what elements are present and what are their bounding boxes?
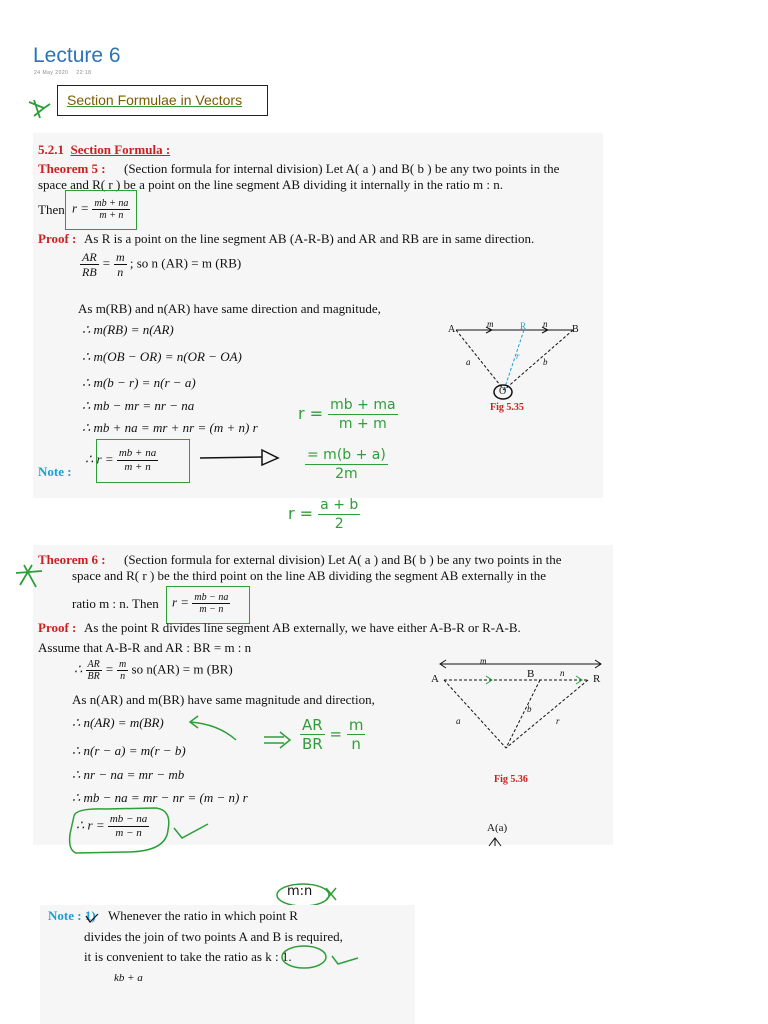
hw-eq3-num: a + b xyxy=(320,497,359,513)
subsection-heading xyxy=(38,142,170,158)
date-text: 24 May 2020 xyxy=(34,70,69,76)
proof6-line1: As the point R divides line segment AB externally, we have either A-B-R or R-A-B. xyxy=(84,620,521,635)
proof5-step-5: ∴ mb + na = mr + nr = (m + n) r xyxy=(82,420,258,435)
fig535-label-m: m xyxy=(487,319,494,329)
fig536-point-r: R xyxy=(593,673,601,685)
formula-denominator: m + n xyxy=(99,210,124,221)
checkmark-icon xyxy=(172,822,212,842)
fig535-point-b: B xyxy=(572,324,579,335)
subsection-number: 5.2.1 xyxy=(38,142,64,157)
handwritten-eq3 xyxy=(288,496,360,533)
note-label: Note : xyxy=(38,464,72,479)
checkmark-icon-2 xyxy=(330,952,360,968)
proof5-result xyxy=(85,447,158,474)
note2-line2: divides the join of two points A and B is required, xyxy=(84,929,343,944)
time-text: 22:18 xyxy=(76,70,92,76)
fig536-vec-a: a xyxy=(456,716,461,726)
fig536-caption: Fig 5.36 xyxy=(494,774,528,785)
note2-label: Note : 1) xyxy=(48,908,96,923)
ratio-num-left: AR xyxy=(82,250,97,264)
ratio-den-right: n xyxy=(117,265,124,279)
fig535-caption: Fig 5.35 xyxy=(490,402,524,413)
caret-mark-icon xyxy=(487,836,507,848)
handwritten-eq1 xyxy=(298,396,398,433)
figure-5-36-diagram xyxy=(436,656,616,756)
subsection-title: Section Formula : xyxy=(70,142,171,157)
fig535-point-o: O xyxy=(499,386,507,397)
fig535-vec-b: b xyxy=(543,357,548,367)
fig536-point-a: A xyxy=(431,673,439,685)
proof5-as-line: As m(RB) and n(AR) have same direction and magnitude, xyxy=(78,301,381,316)
hw-ratio-rhs-den: n xyxy=(351,735,361,753)
formula-lhs: r = xyxy=(72,200,90,216)
result-prefix: ∴ r = xyxy=(76,817,105,833)
proof6-as-line: As n(AR) and m(BR) have same magnitude and direction, xyxy=(72,692,375,707)
result-denominator: m + n xyxy=(124,461,151,473)
theorem5-formula xyxy=(72,198,130,221)
theorem6-line3: ratio m : n. Then xyxy=(72,596,159,611)
formula-numerator: mb + na xyxy=(94,198,129,209)
underline-circle-mark xyxy=(280,944,332,970)
proof5-line1: As R is a point on the line segment AB (A-R-B) and AR and RB are in same direction. xyxy=(84,231,535,246)
ratio-num-left: AR xyxy=(87,659,100,670)
ratio-den-left: RB xyxy=(82,265,97,279)
fig535-vec-r: r xyxy=(516,351,520,361)
proof6-step-3: ∴ nr − na = mr − mb xyxy=(72,767,185,782)
theorem6-formula xyxy=(172,592,230,615)
hw-eq3-lhs: r = xyxy=(288,504,314,523)
hw-ratio-rhs-num: m xyxy=(348,716,364,734)
implies-arrow-icon xyxy=(262,731,294,751)
hw-eq3-den: 2 xyxy=(334,516,344,532)
hw-eq1-num: mb + ma xyxy=(330,397,396,413)
note2-line3: it is convenient to take the ratio as k : 1. xyxy=(84,949,292,964)
hw-eq2-den: 2m xyxy=(335,466,358,482)
theorem5-line2: space and R( r ) be a point on the line segment AB dividing it internally in the ratio m : n. xyxy=(38,177,504,192)
formula-numerator: mb − na xyxy=(194,592,229,603)
fig536-bottom-label: A(a) xyxy=(487,822,508,834)
handwritten-eq2 xyxy=(305,446,388,483)
hw-eq1-lhs: r = xyxy=(298,404,324,423)
page-title: Lecture 6 xyxy=(33,44,121,67)
fig535-point-a: A xyxy=(448,324,456,335)
star-pen-mark-icon xyxy=(26,94,56,124)
proof5-label: Proof : xyxy=(38,231,77,246)
handwritten-circled-ratio: m:n xyxy=(287,884,313,899)
fig535-label-n: n xyxy=(543,319,548,329)
fig536-label-m: m xyxy=(480,656,487,666)
result-prefix: ∴ r = xyxy=(85,451,114,467)
arrow-icon xyxy=(200,448,290,468)
proof5-ratio: $\frac{AR}{RB}$ = $\frac{m}{n}$ ; so n (AR) = m (RB) xyxy=(82,250,242,279)
theorem5-label: Theorem 5 : xyxy=(38,161,106,176)
fig536-point-b: B xyxy=(527,668,535,680)
note2-line1: Whenever the ratio in which point R xyxy=(108,908,298,923)
hw-ratio-eq: = xyxy=(329,725,343,743)
proof6-label: Proof : xyxy=(38,620,77,635)
theorem5-line1: (Section formula for internal division) Let A( a ) and B( b ) be any two points in the xyxy=(124,161,560,176)
hw-ratio-num: AR xyxy=(300,716,325,735)
fig535-point-r: R xyxy=(520,321,527,331)
pointer-arrow-icon xyxy=(188,712,258,742)
proof6-line2: Assume that A-B-R and AR : BR = m : n xyxy=(38,640,252,655)
ratio-num-right: m xyxy=(119,659,127,670)
ratio-den-left: BR xyxy=(87,671,100,682)
fig536-vec-r: r xyxy=(556,716,560,726)
proof6-step-4: ∴ mb − na = mr − nr = (m − n) r xyxy=(72,790,248,805)
handwritten-ratio xyxy=(300,716,365,753)
proof6-step-2: ∴ n(r − a) = m(r − b) xyxy=(72,743,186,758)
theorem6-line1: (Section formula for external division) Let A( a ) and B( b ) be any two points in the xyxy=(124,552,562,567)
hw-eq1-den: m + m xyxy=(338,416,387,432)
date-stamp xyxy=(34,70,91,76)
proof6-ratio: ∴ $\frac{AR}{BR}$ = $\frac{m}{n}$ so n(AR) = m (BR) xyxy=(74,659,233,682)
theorem6-line2: space and R( r ) be the third point on the line AB dividing the segment AB externally in the xyxy=(72,568,547,583)
hw-ratio-den: BR xyxy=(302,735,323,753)
formula-denominator: m − n xyxy=(199,604,224,615)
fig536-label-n: n xyxy=(560,668,565,678)
proof5-step-1: ∴ m(RB) = n(AR) xyxy=(82,322,174,337)
ratio-den-right: n xyxy=(120,671,126,682)
result-numerator: mb − na xyxy=(109,813,148,825)
proof5-step-2: ∴ m(OB − OR) = n(OR − OA) xyxy=(82,349,242,364)
formula-lhs: r = xyxy=(172,594,190,610)
ratio-num-right: m xyxy=(115,250,125,264)
result-numerator: mb + na xyxy=(118,447,157,459)
fig535-vec-a: a xyxy=(466,357,471,367)
ratio-tail: so n(AR) = m (BR) xyxy=(131,661,233,677)
note2-line4: kb + a xyxy=(114,972,143,984)
ratio-tail: ; so n (AR) = m (RB) xyxy=(129,255,242,271)
fig536-vec-b: b xyxy=(527,704,532,714)
theorem5-then: Then xyxy=(38,202,65,217)
proof6-result xyxy=(76,813,149,840)
section-heading: Section Formulae in Vectors xyxy=(67,92,243,108)
theorem6-label: Theorem 6 : xyxy=(38,552,106,567)
result-denominator: m − n xyxy=(115,827,142,839)
proof5-step-4: ∴ mb − mr = nr − na xyxy=(82,398,195,413)
proof6-step-1: ∴ n(AR) = m(BR) xyxy=(72,715,164,730)
checkmark-icon-3 xyxy=(84,912,100,924)
proof5-step-3: ∴ m(b − r) = n(r − a) xyxy=(82,375,196,390)
hw-eq2-num: = m(b + a) xyxy=(307,447,386,463)
